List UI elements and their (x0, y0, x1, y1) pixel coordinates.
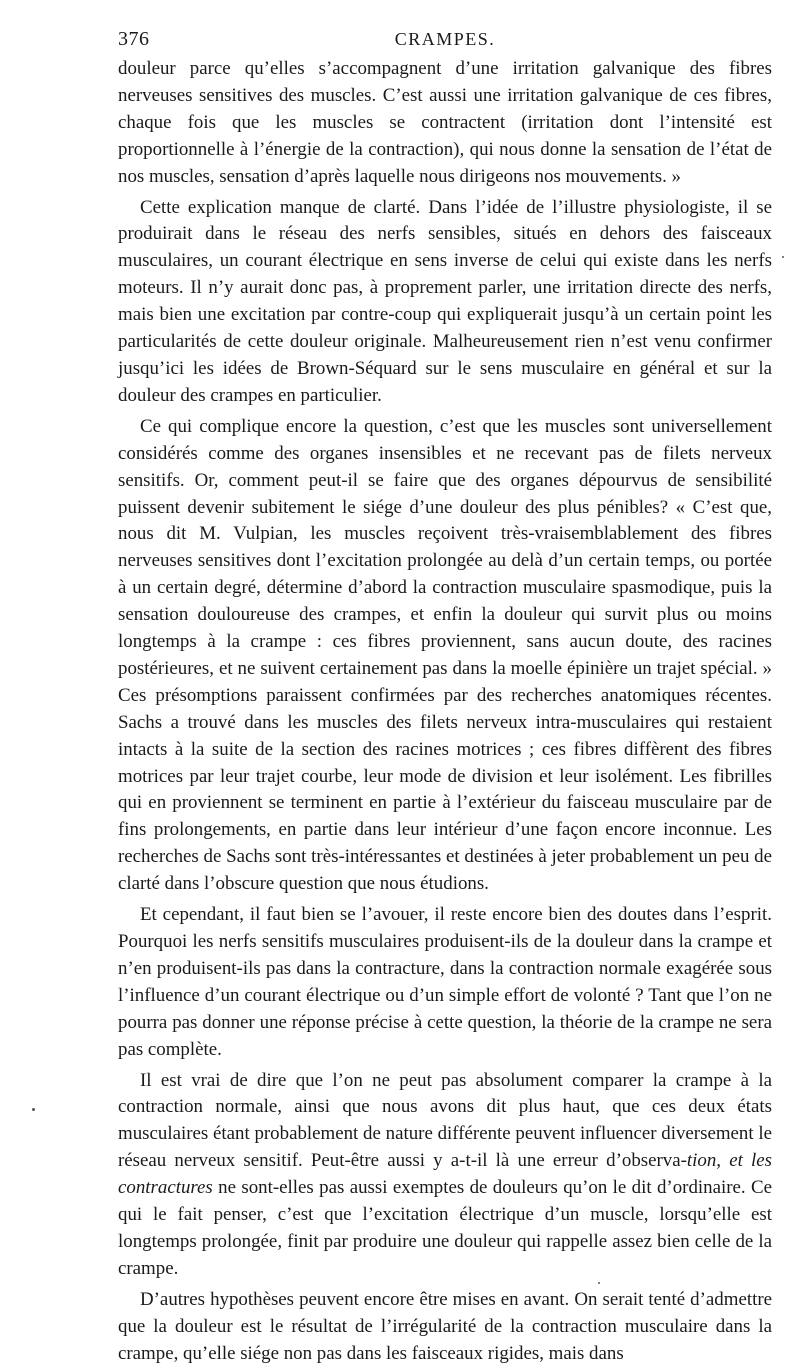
scan-speck (598, 1282, 600, 1284)
paragraph-5-end: ne sont-elles pas aussi exemptes de douleurs qu’on le dit d’ordinaire. Ce qui le fait penser, c’est que l’excitation électrique d’un muscle, lorsqu’elle est longtemps prolongée, finit par produire une douleur qui rappelle assez bien celle de la crampe. (118, 1177, 772, 1279)
page-number: 376 (118, 28, 150, 50)
paragraph-4: Et cependant, il faut bien se l’avouer, il reste encore bien des doutes dans l’esprit. Pourquoi les nerfs sensitifs musculaires produisent-ils de la douleur dans la crampe et n’en produisent-ils pas dans la contracture, dans la contraction normale exagérée sous l’influence d’un courant électrique ou d’un simple effort de volonté ? Tant que l’on ne pourra pas donner une réponse précise à cette question, la théorie de la crampe ne sera pas complète. (118, 904, 772, 1060)
paragraph-1: douleur parce qu’elles s’accompagnent d’une irritation galvanique des fibres nerveuses sensitives des muscles. C’est aussi une irritation galvanique de ces fibres, chaque fois que les muscles se contractent (irritation dont l’intensité est proportionnelle à l’énergie de la contraction), qui nous donne la sensation de l’état de nos muscles, sensation d’après laquelle nous dirigeons nos mouvements. » (118, 58, 772, 187)
paragraph-5 (118, 1068, 772, 1283)
paragraph-3: Ce qui complique encore la question, c’est que les muscles sont universellement considérés comme des organes insensibles et ne recevant pas de filets nerveux sensitifs. Or, comment peut-il se faire que des organes dépourvus de sensibilité puissent devenir subitement le siége d’une douleur des plus pénibles? « C’est que, nous dit M. Vulpian, les muscles reçoivent très-vraisemblablement des fibres nerveuses sensitives dont l’excitation prolongée au delà d’un certain temps, ou portée à un certain degré, détermine d’abord la contraction musculaire spasmodique, puis la sensation douloureuse des crampes, et enfin la douleur qui survit plus ou moins longtemps à la crampe : ces fibres proviennent, sans aucun doute, des racines postérieures, et ne suivent certainement pas dans la moelle épinière un trajet spécial. » Ces présomptions paraissent confirmées par des recherches anatomiques récentes. Sachs a trouvé dans les muscles des filets nerveux intra-musculaires qui restaient intacts à la suite de la section des racines motrices ; ces fibres diffèrent des fibres motrices par leur trajet courbe, leur mode de division et leur isolément. Les fibrilles qui en proviennent se terminent en partie à l’extérieur du faisceau musculaire par de fins prolongements, en partie dans leur intérieur d’une façon encore inconnue. Les recherches de Sachs sont très-intéressantes et destinées à jeter probablement un peu de clarté dans l’obscure question que nous étudions. (118, 415, 772, 895)
paragraph-5-start: Il est vrai de dire que l’on ne peut pas absolument comparer la crampe à la contraction normale, ainsi que nous avons dit plus haut, que ces deux états musculaires étant probablement de nature différente peuvent influencer diversement le réseau nerveux sensitif. Peut-être aussi y a-t-il là une erreur d’observa- (118, 1069, 772, 1172)
body-text (118, 56, 772, 1368)
running-header (118, 22, 772, 56)
book-page (118, 22, 772, 1368)
paragraph-6: D’autres hypothèses peuvent encore être mises en avant. On serait tenté d’admettre que la douleur est le résultat de l’irrégularité de la contraction musculaire dans la crampe, qu’elle siége non pas dans les faisceaux rigides, mais dans (118, 1288, 772, 1364)
scan-speck (32, 1108, 35, 1111)
paragraph-2: Cette explication manque de clarté. Dans l’idée de l’illustre physiologiste, il se produirait dans le réseau des nerfs sensibles, situés en dehors des faisceaux musculaires, un courant électrique en sens inverse de celui qui existe dans les nerfs moteurs. Il n’y aurait donc pas, à proprement parler, une irritation directe des nerfs, mais bien une excitation par contre-coup qui expliquerait jusqu’à un certain point les particularités de cette douleur originale. Malheureusement rien n’est venu confirmer jusqu’ici les idées de Brown-Séquard sur le sens musculaire en général et sur la douleur des crampes en particulier. (118, 196, 772, 406)
paragraph-5-italic: tion, et les contractures (118, 1150, 772, 1199)
scan-speck (782, 256, 784, 258)
running-title: CRAMPES. (394, 29, 496, 49)
